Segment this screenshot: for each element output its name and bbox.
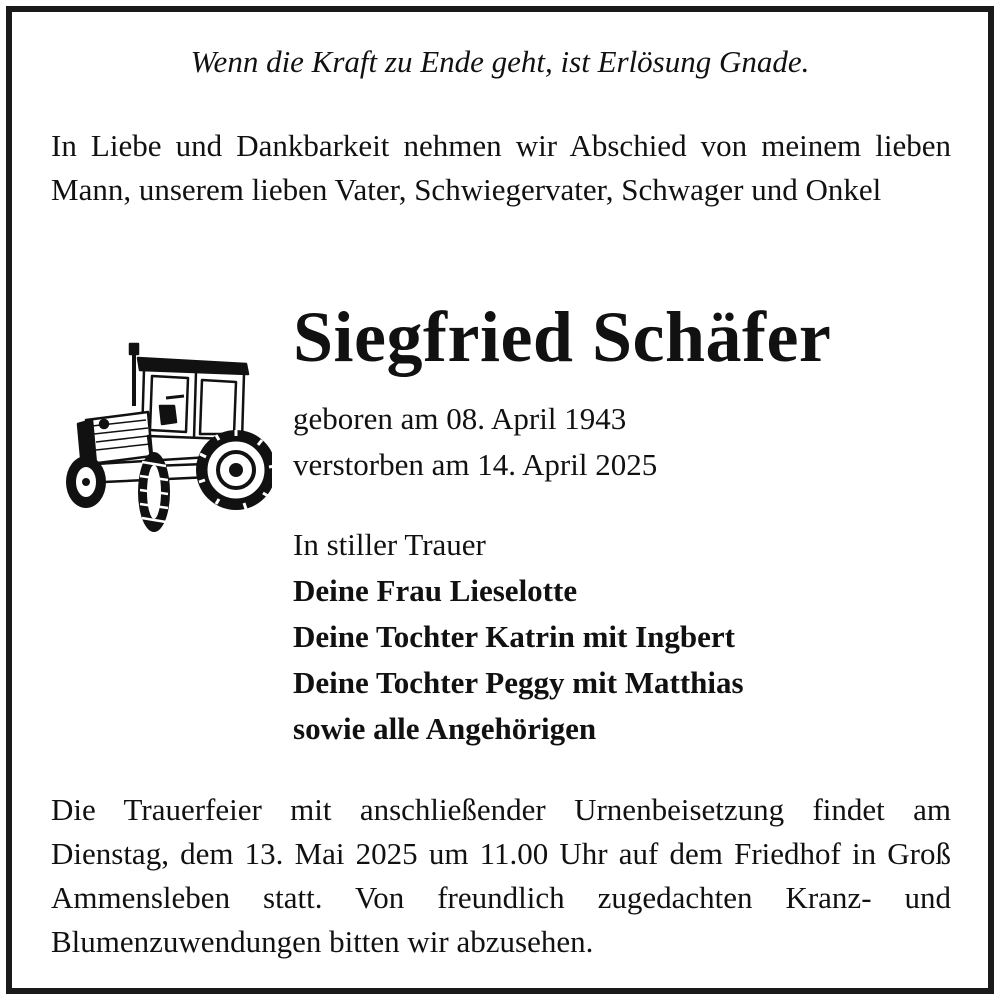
family-member: Deine Frau Lieselotte [293, 573, 578, 608]
service-paragraph [51, 788, 951, 964]
motto-quote: Wenn die Kraft zu Ende geht, ist Erlösung Gnade. [190, 44, 810, 79]
family-member: sowie alle Angehörigen [293, 711, 597, 746]
service-text: Die Trauerfeier mit anschließender Urnenbeisetzung findet am Dienstag, dem 13. Mai 2025 um 11.00 Uhr auf dem Friedhof in Groß Ammensleben statt. Von freundlich zugedachten Kranz- und Blumenzuwendungen bitten wir abzusehen. [51, 792, 951, 959]
mourning-intro: In stiller Trauer [293, 527, 486, 562]
mourners-block [293, 522, 744, 752]
intro-text: In Liebe und Dankbarkeit nehmen wir Abschied von meinem lieben Mann, unserem lieben Vater, Schwiegervater, Schwager und Onkel [51, 128, 951, 207]
family-member: Deine Tochter Peggy mit Matthias [293, 665, 744, 700]
deceased-name: Siegfried Schäfer [293, 297, 832, 377]
death-date: verstorben am 14. April 2025 [293, 447, 658, 482]
tractor-icon [56, 336, 272, 536]
birth-date: geboren am 08. April 1943 [293, 401, 627, 436]
family-member: Deine Tochter Katrin mit Ingbert [293, 619, 736, 654]
obituary-notice [6, 6, 994, 994]
life-dates [293, 396, 657, 488]
intro-paragraph [51, 124, 951, 212]
